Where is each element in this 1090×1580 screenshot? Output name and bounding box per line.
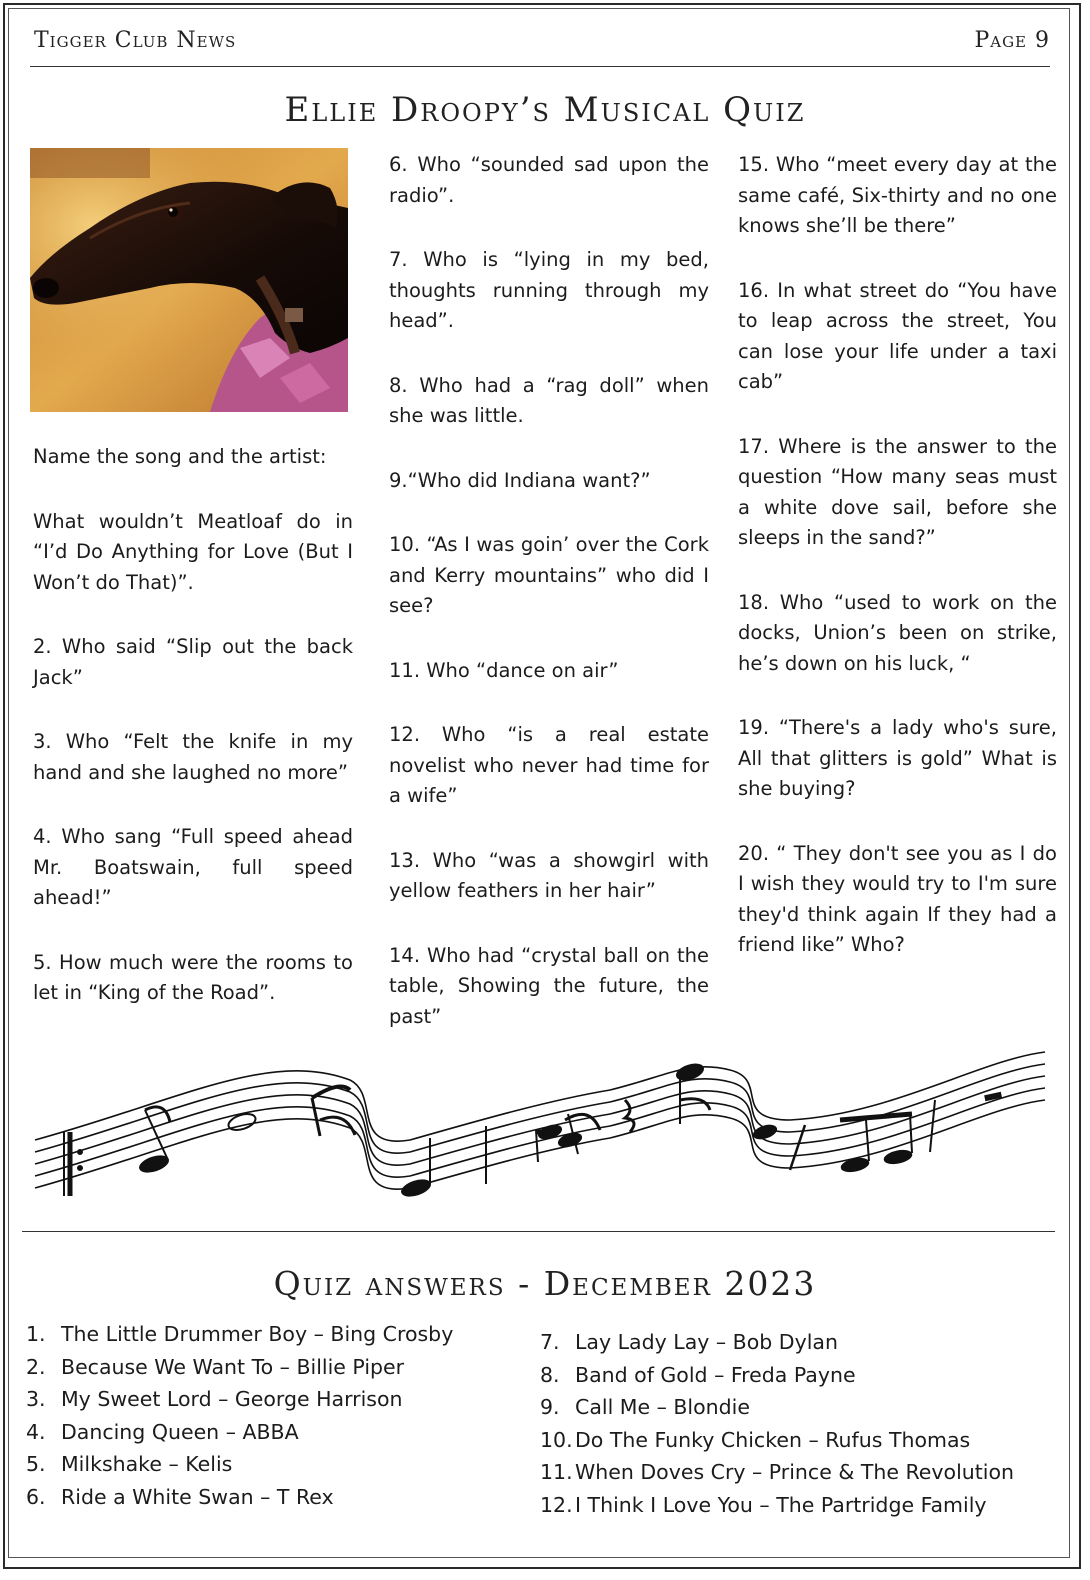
- answer-item: 4. Dancing Queen – ABBA: [26, 1419, 299, 1444]
- quiz-instruction: Name the song and the artist:: [33, 445, 327, 468]
- quiz-question: 2. Who said “Slip out the back Jack”: [33, 635, 353, 689]
- quiz-question: 8. Who had a “rag doll” when she was little.: [389, 373, 709, 427]
- quiz-question: 20. “ They don't see you as I do I wish they would try to I'm sure they'd think again If they had a friend like” Who?: [738, 841, 1057, 956]
- quiz-question: 15. Who “meet every day at the same café, Six-thirty and no one knows she’ll be there”: [738, 153, 1057, 237]
- answer-item: 5. Milkshake – Kelis: [26, 1452, 233, 1476]
- quiz-question: 3. Who “Felt the knife in my hand and she laughed no more”: [33, 730, 353, 784]
- quiz-question: 16. In what street do “You have to leap across the street, You can lose your life under a taxi cab”: [738, 278, 1057, 393]
- answer-item: 9. Call Me – Blondie: [540, 1395, 750, 1419]
- quiz-question: 11. Who “dance on air”: [389, 658, 619, 682]
- answer-item: 7. Lay Lady Lay – Bob Dylan: [540, 1330, 838, 1354]
- quiz-question: 14. Who had “crystal ball on the table, Showing the future, the past”: [389, 943, 709, 1028]
- quiz-question: 7. Who is “lying in my bed, thoughts running through my head”.: [389, 248, 709, 332]
- section-divider: [22, 1231, 1055, 1232]
- quiz-question: 13. Who “was a showgirl with yellow feathers in her hair”: [389, 848, 709, 902]
- answers-list-right: [540, 1326, 1014, 1521]
- quiz-question: 10. “As I was goin’ over the Cork and Kerry mountains” who did I see?: [389, 533, 709, 617]
- quiz-question: 12. Who “is a real estate novelist who never had time for a wife”: [389, 723, 709, 807]
- newsletter-name: Tigger Club News: [34, 28, 237, 53]
- answer-item: 3. My Sweet Lord – George Harrison: [26, 1387, 403, 1411]
- quiz-column-2: [389, 150, 709, 1066]
- greyhound-photo: [30, 148, 348, 412]
- answer-item: 6. Ride a White Swan – T Rex: [26, 1484, 334, 1509]
- answer-item: 1. The Little Drummer Boy – Bing Crosby: [26, 1322, 454, 1346]
- quiz-question: 17. Where is the answer to the question “How many seas must a white dove sail, before she sleeps in the sand?”: [738, 434, 1057, 549]
- answer-item: 11. When Doves Cry – Prince & The Revolution: [540, 1460, 1015, 1484]
- answers-title: Quiz answers - December 2023: [273, 1264, 817, 1303]
- quiz-question: 5. How much were the rooms to let in “King of the Road”.: [33, 950, 353, 1004]
- answers-list-left: [26, 1318, 453, 1513]
- quiz-column-3: [738, 150, 1057, 995]
- music-staff-illustration: [30, 1040, 1060, 1210]
- page-number: Page 9: [974, 28, 1050, 53]
- quiz-question: 18. Who “used to work on the docks, Union’s been on strike, he’s down on his luck, “: [738, 590, 1057, 675]
- quiz-question: 4. Who sang “Full speed ahead Mr. Boatswain, full speed ahead!”: [33, 825, 353, 909]
- answer-item: 12. I Think I Love You – The Partridge Family: [540, 1492, 987, 1517]
- quiz-question: 6. Who “sounded sad upon the radio”.: [389, 153, 709, 207]
- answer-item: 8. Band of Gold – Freda Payne: [540, 1362, 856, 1387]
- quiz-question: 19. “There's a lady who's sure, All that glitters is gold” What is she buying?: [738, 716, 1057, 800]
- quiz-column-1: [33, 442, 353, 1043]
- answer-item: 2. Because We Want To – Billie Piper: [26, 1354, 405, 1379]
- quiz-title: Ellie Droopy’s Musical Quiz: [284, 90, 806, 130]
- quiz-question: What wouldn’t Meatloaf do in “I’d Do Anything for Love (But I Won’t do That)”.: [33, 509, 353, 594]
- quiz-question: 9.“Who did Indiana want?”: [389, 468, 651, 492]
- header-rule: [30, 66, 1050, 67]
- answer-item: 10. Do The Funky Chicken – Rufus Thomas: [540, 1427, 971, 1452]
